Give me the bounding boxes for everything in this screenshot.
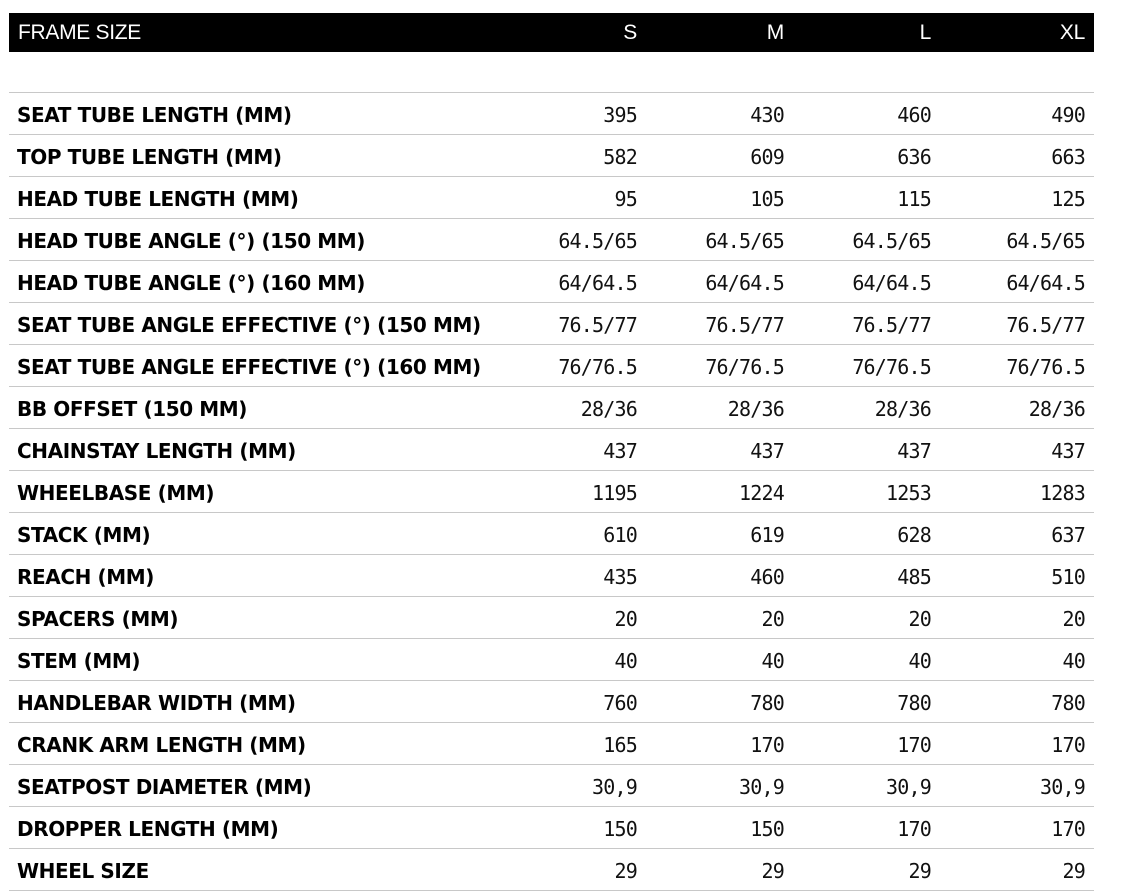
value-cell-s: 435 xyxy=(500,555,646,597)
row-label: REACH (MM) xyxy=(9,555,500,597)
row-label: HEAD TUBE ANGLE (°) (150 MM) xyxy=(9,219,500,261)
value-cell-m: 40 xyxy=(646,639,793,681)
value-cell-m: 28/36 xyxy=(646,387,793,429)
row-label: HEAD TUBE ANGLE (°) (160 MM) xyxy=(9,261,500,303)
value-cell-s: 64.5/65 xyxy=(500,219,646,261)
table-row xyxy=(9,597,1094,639)
value-cell-xl: 170 xyxy=(940,723,1094,765)
value-cell-xl: 30,9 xyxy=(940,765,1094,807)
table-row xyxy=(9,345,1094,387)
table-row xyxy=(9,723,1094,765)
row-label: SEAT TUBE LENGTH (MM) xyxy=(9,93,500,135)
value-cell-m: 430 xyxy=(646,93,793,135)
value-cell-xl: 64.5/65 xyxy=(940,219,1094,261)
value-cell-l: 40 xyxy=(793,639,940,681)
table-row xyxy=(9,177,1094,219)
row-label: HEAD TUBE LENGTH (MM) xyxy=(9,177,500,219)
value-cell-l: 28/36 xyxy=(793,387,940,429)
row-label: TOP TUBE LENGTH (MM) xyxy=(9,135,500,177)
value-cell-s: 20 xyxy=(500,597,646,639)
value-cell-xl: 170 xyxy=(940,807,1094,849)
value-cell-m: 30,9 xyxy=(646,765,793,807)
row-label: SEAT TUBE ANGLE EFFECTIVE (°) (160 MM) xyxy=(9,345,500,387)
table-row xyxy=(9,639,1094,681)
table-row xyxy=(9,303,1094,345)
value-cell-l: 20 xyxy=(793,597,940,639)
value-cell-l: 76.5/77 xyxy=(793,303,940,345)
value-cell-m: 64.5/65 xyxy=(646,219,793,261)
row-label: STACK (MM) xyxy=(9,513,500,555)
value-cell-s: 582 xyxy=(500,135,646,177)
size-header-s: S xyxy=(500,13,646,52)
value-cell-l: 170 xyxy=(793,807,940,849)
size-header-l: L xyxy=(793,13,940,52)
header-spacer-row xyxy=(9,52,1094,93)
value-cell-l: 460 xyxy=(793,93,940,135)
row-label: DROPPER LENGTH (MM) xyxy=(9,807,500,849)
value-cell-m: 170 xyxy=(646,723,793,765)
value-cell-xl: 76.5/77 xyxy=(940,303,1094,345)
value-cell-m: 105 xyxy=(646,177,793,219)
value-cell-m: 619 xyxy=(646,513,793,555)
value-cell-l: 30,9 xyxy=(793,765,940,807)
value-cell-xl: 125 xyxy=(940,177,1094,219)
value-cell-s: 165 xyxy=(500,723,646,765)
table-row xyxy=(9,765,1094,807)
value-cell-xl: 1283 xyxy=(940,471,1094,513)
row-label: WHEELBASE (MM) xyxy=(9,471,500,513)
value-cell-l: 64.5/65 xyxy=(793,219,940,261)
table-row xyxy=(9,471,1094,513)
value-cell-m: 76.5/77 xyxy=(646,303,793,345)
value-cell-m: 64/64.5 xyxy=(646,261,793,303)
value-cell-m: 29 xyxy=(646,849,793,891)
value-cell-s: 40 xyxy=(500,639,646,681)
size-header-xl: XL xyxy=(940,13,1094,52)
value-cell-s: 1195 xyxy=(500,471,646,513)
value-cell-l: 780 xyxy=(793,681,940,723)
value-cell-xl: 64/64.5 xyxy=(940,261,1094,303)
value-cell-xl: 663 xyxy=(940,135,1094,177)
value-cell-l: 636 xyxy=(793,135,940,177)
size-header-m: M xyxy=(646,13,793,52)
value-cell-s: 150 xyxy=(500,807,646,849)
value-cell-s: 64/64.5 xyxy=(500,261,646,303)
value-cell-m: 609 xyxy=(646,135,793,177)
value-cell-l: 628 xyxy=(793,513,940,555)
value-cell-l: 170 xyxy=(793,723,940,765)
table-row xyxy=(9,555,1094,597)
value-cell-xl: 20 xyxy=(940,597,1094,639)
value-cell-s: 76/76.5 xyxy=(500,345,646,387)
value-cell-l: 115 xyxy=(793,177,940,219)
row-label: CRANK ARM LENGTH (MM) xyxy=(9,723,500,765)
value-cell-l: 1253 xyxy=(793,471,940,513)
value-cell-s: 395 xyxy=(500,93,646,135)
table-row xyxy=(9,807,1094,849)
value-cell-xl: 490 xyxy=(940,93,1094,135)
row-label: STEM (MM) xyxy=(9,639,500,681)
table-row xyxy=(9,135,1094,177)
row-label: SEATPOST DIAMETER (MM) xyxy=(9,765,500,807)
value-cell-xl: 40 xyxy=(940,639,1094,681)
value-cell-l: 485 xyxy=(793,555,940,597)
row-label: SEAT TUBE ANGLE EFFECTIVE (°) (150 MM) xyxy=(9,303,500,345)
value-cell-l: 64/64.5 xyxy=(793,261,940,303)
row-label: BB OFFSET (150 MM) xyxy=(9,387,500,429)
table-row xyxy=(9,513,1094,555)
value-cell-l: 76/76.5 xyxy=(793,345,940,387)
row-label: WHEEL SIZE xyxy=(9,849,500,891)
table-row xyxy=(9,387,1094,429)
table-body xyxy=(9,52,1094,891)
value-cell-m: 780 xyxy=(646,681,793,723)
row-label: HANDLEBAR WIDTH (MM) xyxy=(9,681,500,723)
frame-size-header: FRAME SIZE xyxy=(9,13,500,52)
value-cell-s: 95 xyxy=(500,177,646,219)
value-cell-xl: 28/36 xyxy=(940,387,1094,429)
value-cell-m: 20 xyxy=(646,597,793,639)
table-row xyxy=(9,219,1094,261)
geometry-table xyxy=(9,13,1094,891)
value-cell-m: 437 xyxy=(646,429,793,471)
value-cell-s: 28/36 xyxy=(500,387,646,429)
value-cell-l: 437 xyxy=(793,429,940,471)
value-cell-m: 1224 xyxy=(646,471,793,513)
value-cell-s: 760 xyxy=(500,681,646,723)
value-cell-xl: 437 xyxy=(940,429,1094,471)
row-label: SPACERS (MM) xyxy=(9,597,500,639)
value-cell-s: 76.5/77 xyxy=(500,303,646,345)
table-row xyxy=(9,93,1094,135)
value-cell-xl: 780 xyxy=(940,681,1094,723)
row-label: CHAINSTAY LENGTH (MM) xyxy=(9,429,500,471)
table-row xyxy=(9,681,1094,723)
header-spacer-cell xyxy=(9,52,1094,93)
value-cell-m: 150 xyxy=(646,807,793,849)
value-cell-xl: 76/76.5 xyxy=(940,345,1094,387)
value-cell-m: 460 xyxy=(646,555,793,597)
value-cell-xl: 29 xyxy=(940,849,1094,891)
table-header-row xyxy=(9,13,1094,52)
value-cell-s: 437 xyxy=(500,429,646,471)
value-cell-l: 29 xyxy=(793,849,940,891)
value-cell-s: 30,9 xyxy=(500,765,646,807)
value-cell-s: 29 xyxy=(500,849,646,891)
value-cell-m: 76/76.5 xyxy=(646,345,793,387)
table-row xyxy=(9,261,1094,303)
value-cell-s: 610 xyxy=(500,513,646,555)
table-row xyxy=(9,429,1094,471)
table-row xyxy=(9,849,1094,891)
value-cell-xl: 510 xyxy=(940,555,1094,597)
value-cell-xl: 637 xyxy=(940,513,1094,555)
